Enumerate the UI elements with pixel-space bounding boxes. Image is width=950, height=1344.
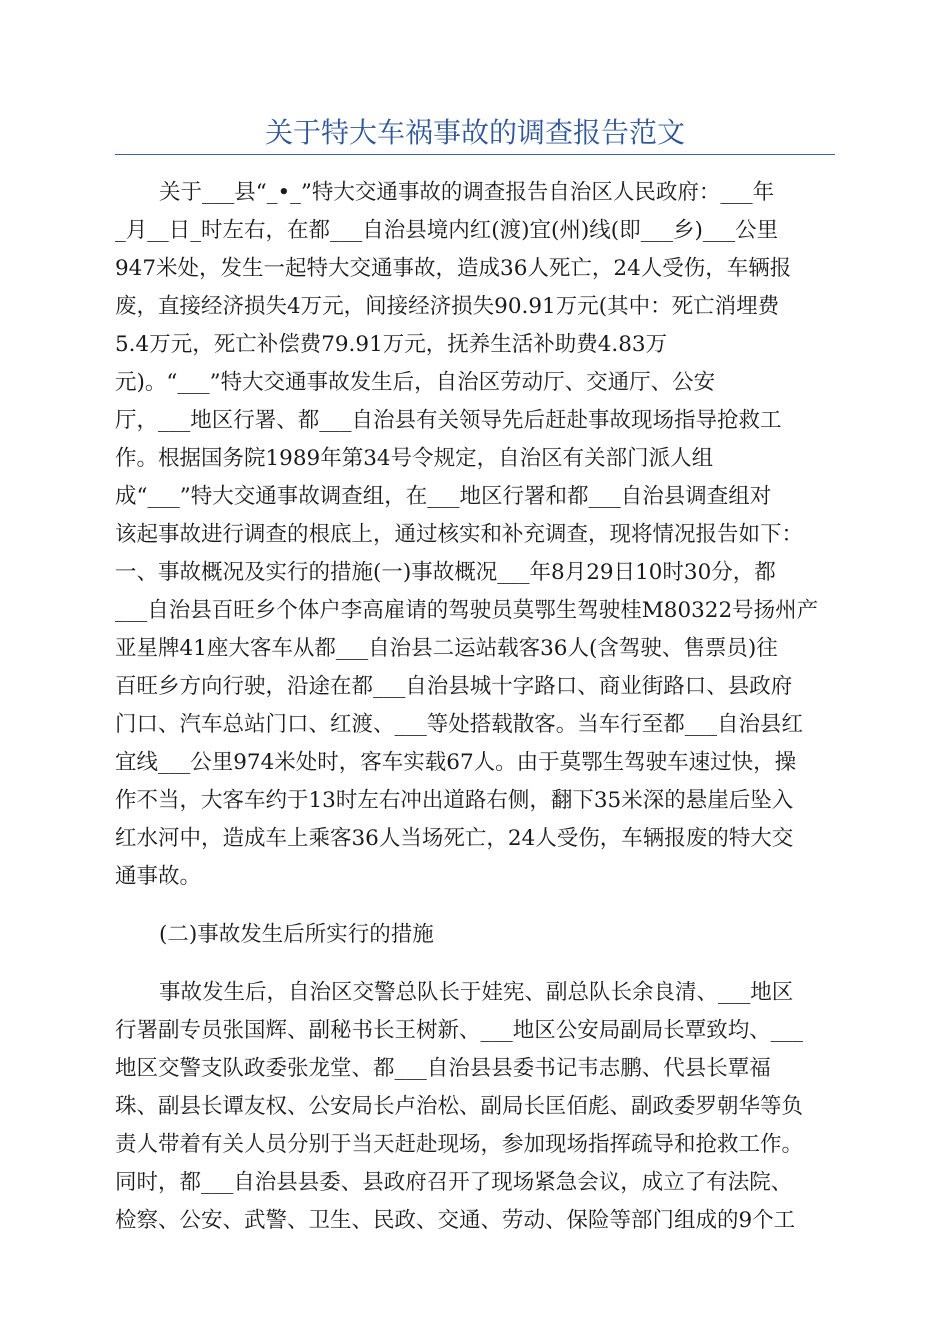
text-line: 亚星牌41座大客车从都___自治县二运站载客36人(含驾驶、售票员)往 [115, 636, 778, 661]
text-line: 废，直接经济损失4万元，间接经济损失90.91万元(其中：死亡消埋费 [115, 294, 780, 319]
text-line: 宜线___公里974米处时，客车实载67人。由于莫鄂生驾驶车速过快，操 [115, 750, 797, 775]
paragraph-measures-taken [115, 974, 835, 1240]
text-line: 同时，都___自治县县委、县政府召开了现场紧急会议，成立了有法院、 [115, 1170, 793, 1195]
text-line: 作。根据国务院1989年第34号令规定，自治区有关部门派人组 [115, 446, 714, 471]
text-line: 事故发生后，自治区交警总队长于娃宪、副总队长余良清、___地区 [159, 980, 794, 1005]
text-line: 947米处，发生一起特大交通事故，造成36人死亡，24人受伤，车辆报 [115, 256, 792, 281]
section-subheading: (二)事故发生后所实行的措施 [159, 922, 434, 947]
text-line: 百旺乡方向行驶，沿途在都___自治县城十字路口、商业街路口、县政府 [115, 674, 793, 699]
text-line: 5.4万元，死亡补偿费79.91万元，抚养生活补助费4.83万 [115, 332, 668, 357]
text-line: 厅，___地区行署、都___自治县有关领导先后赶赴事故现场指导抢救工 [115, 408, 782, 433]
text-line: 行署副专员张国辉、副秘书长王树新、___地区公安局副局长覃致均、___ [115, 1018, 804, 1043]
document-body [115, 174, 835, 1240]
document-title: 关于特大车祸事故的调查报告范文 [264, 116, 685, 149]
text-line: 关于___县“_•_”特大交通事故的调查报告自治区人民政府：___年 [159, 180, 775, 205]
text-line: 责人带着有关人员分别于当天赶赴现场，参加现场指挥疏导和抢救工作。 [115, 1132, 804, 1157]
text-line: 检察、公安、武警、卫生、民政、交通、劳动、保险等部门组成的9个工 [115, 1208, 796, 1233]
paragraph-spacing [115, 954, 835, 974]
text-line: 地区交警支队政委张龙堂、都___自治县县委书记韦志鹏、代县长覃福 [115, 1056, 771, 1081]
text-line: 门口、汽车总站门口、红渡、___等处搭载散客。当车行至都___自治县红 [115, 712, 804, 737]
title-underline [115, 154, 835, 155]
text-line: 成“___”特大交通事故调查组，在___地区行署和都___自治县调查组对 [115, 484, 772, 509]
text-line: 作不当，大客车约于13时左右冲出道路右侧，翻下35米深的悬崖后坠入 [115, 788, 794, 813]
text-line: 一、事故概况及实行的措施(一)事故概况___年8月29日10时30分，都 [115, 560, 776, 585]
text-line: 珠、副县长谭友权、公安局长卢治松、副局长匡佰彪、副政委罗朝华等负 [115, 1094, 804, 1119]
text-line: 红水河中，造成车上乘客36人当场死亡，24人受伤，车辆报废的特大交 [115, 826, 794, 851]
text-line: 通事故。 [115, 864, 202, 889]
paragraph-incident-overview [115, 174, 835, 896]
paragraph-spacing [115, 896, 835, 916]
text-line: 元)。“___”特大交通事故发生后，自治区劳动厅、交通厅、公安 [115, 370, 716, 395]
text-line: 该起事故进行调查的根底上，通过核实和补充调查，现将情况报告如下： [115, 522, 804, 547]
text-line: ___自治县百旺乡个体户李高雇请的驾驶员莫鄂生驾驶桂M80322号扬州产 [115, 598, 819, 623]
text-line: _月__日_时左右，在都___自治县境内红(渡)宜(州)线(即___乡)___公里 [115, 218, 779, 243]
